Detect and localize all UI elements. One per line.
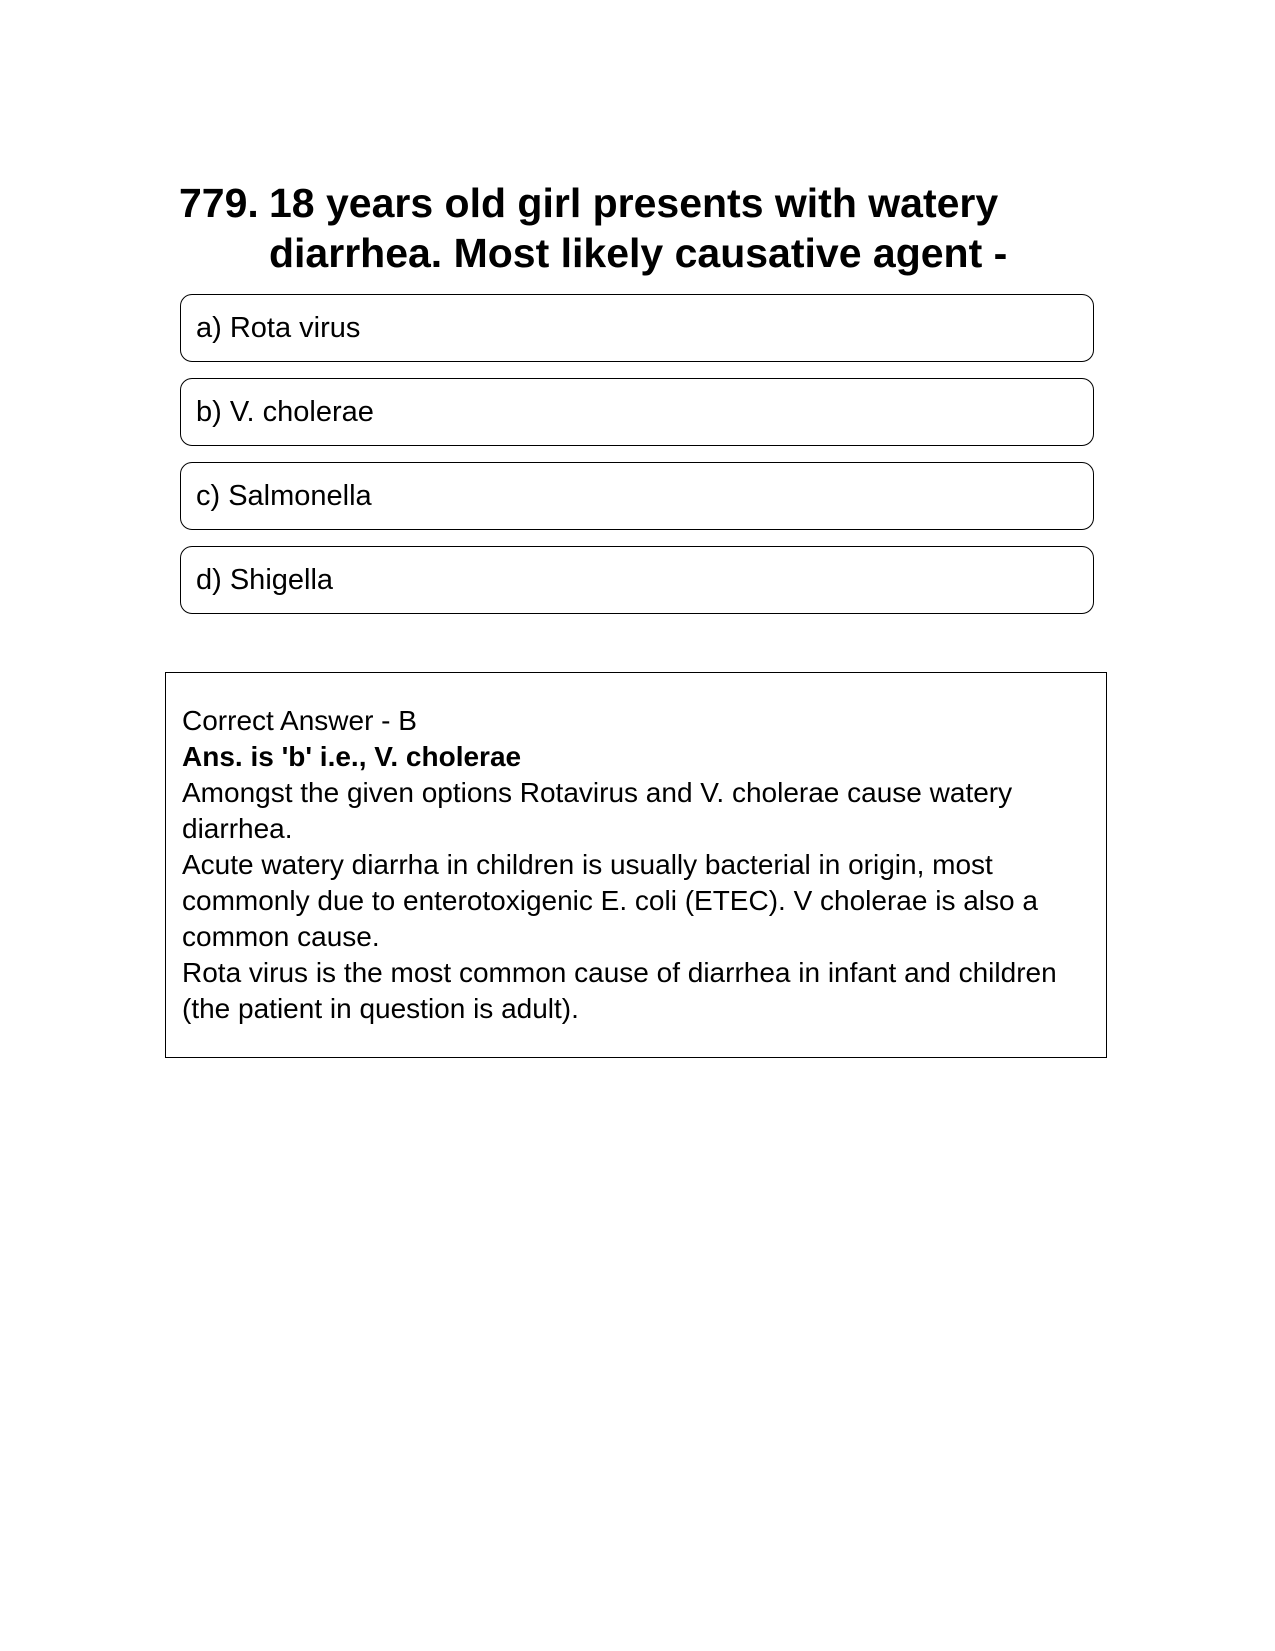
- option-d[interactable]: d) Shigella: [180, 546, 1094, 614]
- question-heading: [179, 178, 1099, 278]
- explanation-paragraph-3: Rota virus is the most common cause of diarrhea in infant and children (the patient in question is adult).: [182, 957, 1057, 1024]
- explanation-paragraph-1: Amongst the given options Rotavirus and V. cholerae cause watery diarrhea.: [182, 777, 1013, 844]
- correct-answer-line: Correct Answer - B: [182, 705, 417, 736]
- question-text: 18 years old girl presents with watery diarrhea. Most likely causative agent -: [269, 180, 1008, 276]
- question-number: 779.: [179, 180, 259, 226]
- answer-explanation-box: [165, 672, 1107, 1058]
- option-c[interactable]: c) Salmonella: [180, 462, 1094, 530]
- option-a[interactable]: a) Rota virus: [180, 294, 1094, 362]
- option-b[interactable]: b) V. cholerae: [180, 378, 1094, 446]
- answer-heading: Ans. is 'b' i.e., V. cholerae: [182, 741, 522, 772]
- options-list: [180, 294, 1094, 630]
- explanation-paragraph-2: Acute watery diarrha in children is usually bacterial in origin, most commonly due to enterotoxigenic E. coli (ETEC). V cholerae is also a common cause.: [182, 849, 1038, 952]
